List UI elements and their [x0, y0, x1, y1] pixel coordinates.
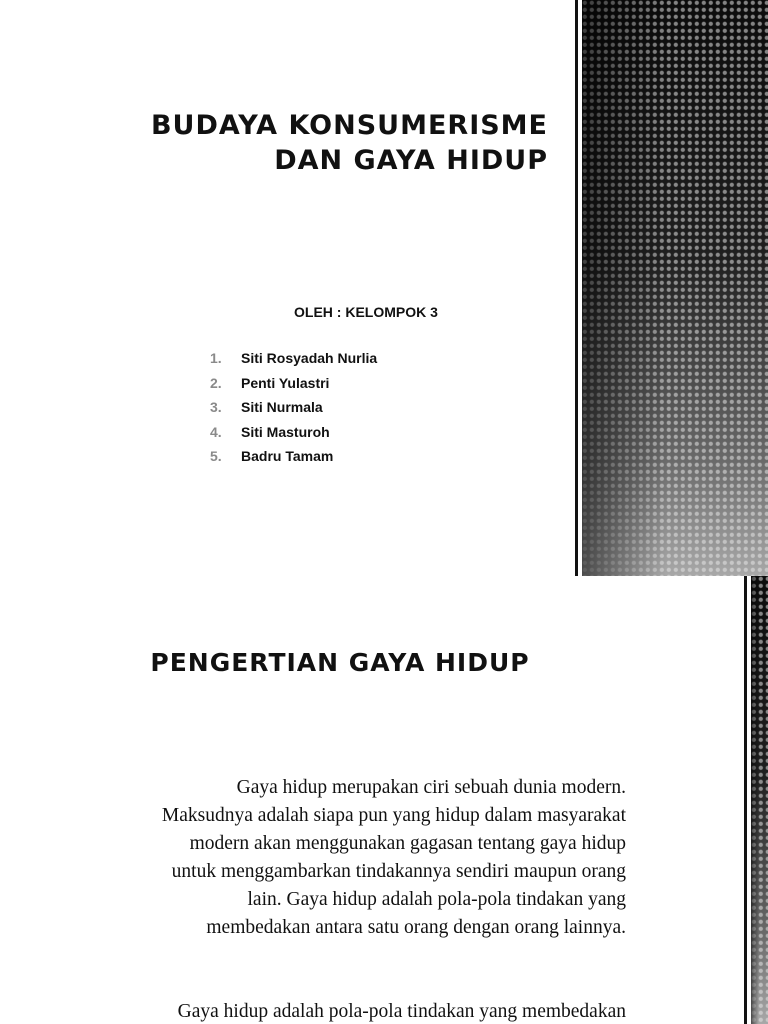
panel-edge	[575, 0, 578, 576]
paragraph-line: modern akan menggunakan gagasan tentang gaya hidup	[189, 833, 626, 854]
paragraph-line: Maksudnya adalah siapa pun yang hidup dalam masyarakat	[161, 805, 626, 826]
list-number: 4.	[210, 423, 222, 440]
member-name: Siti Masturoh	[241, 423, 330, 440]
list-number: 5.	[210, 448, 222, 464]
subtitle: OLEH : KELOMPOK 3	[294, 304, 438, 320]
list-number: 3.	[210, 399, 222, 415]
member-name: Siti Nurmala	[241, 399, 323, 415]
paragraph-line: membedakan antara satu orang dengan orang lainnya.	[206, 917, 626, 938]
paragraph-2	[52, 998, 626, 1024]
title-line-1: BUDAYA KONSUMERISME	[150, 110, 548, 141]
list-item	[210, 424, 377, 449]
member-name: Siti Rosyadah Nurlia	[241, 350, 378, 366]
list-number: 2.	[210, 374, 222, 391]
member-name: Penti Yulastri	[241, 374, 330, 391]
carbon-texture-panel	[582, 0, 768, 576]
paragraph-1	[52, 774, 626, 942]
list-item	[210, 375, 377, 400]
member-name: Badru Tamam	[241, 448, 334, 464]
list-item	[210, 399, 377, 424]
paragraph-line: Gaya hidup merupakan ciri sebuah dunia modern.	[236, 777, 626, 798]
slide-title: PENGERTIAN GAYA HIDUP	[150, 648, 530, 677]
slide-2	[0, 576, 768, 1024]
panel-edge	[744, 576, 747, 1024]
title-line-2: DAN GAYA HIDUP	[274, 145, 548, 176]
list-number: 1.	[210, 350, 222, 366]
paragraph-line: Gaya hidup adalah pola-pola tindakan yang membedakan	[177, 1001, 626, 1022]
paragraph-line: untuk menggambarkan tindakannya sendiri maupun orang	[171, 861, 626, 882]
list-item	[210, 350, 377, 375]
carbon-texture-panel	[751, 576, 768, 1024]
paragraph-line: lain. Gaya hidup adalah pola-pola tindakan yang	[247, 889, 626, 910]
list-item	[210, 448, 377, 473]
member-list	[210, 350, 377, 473]
